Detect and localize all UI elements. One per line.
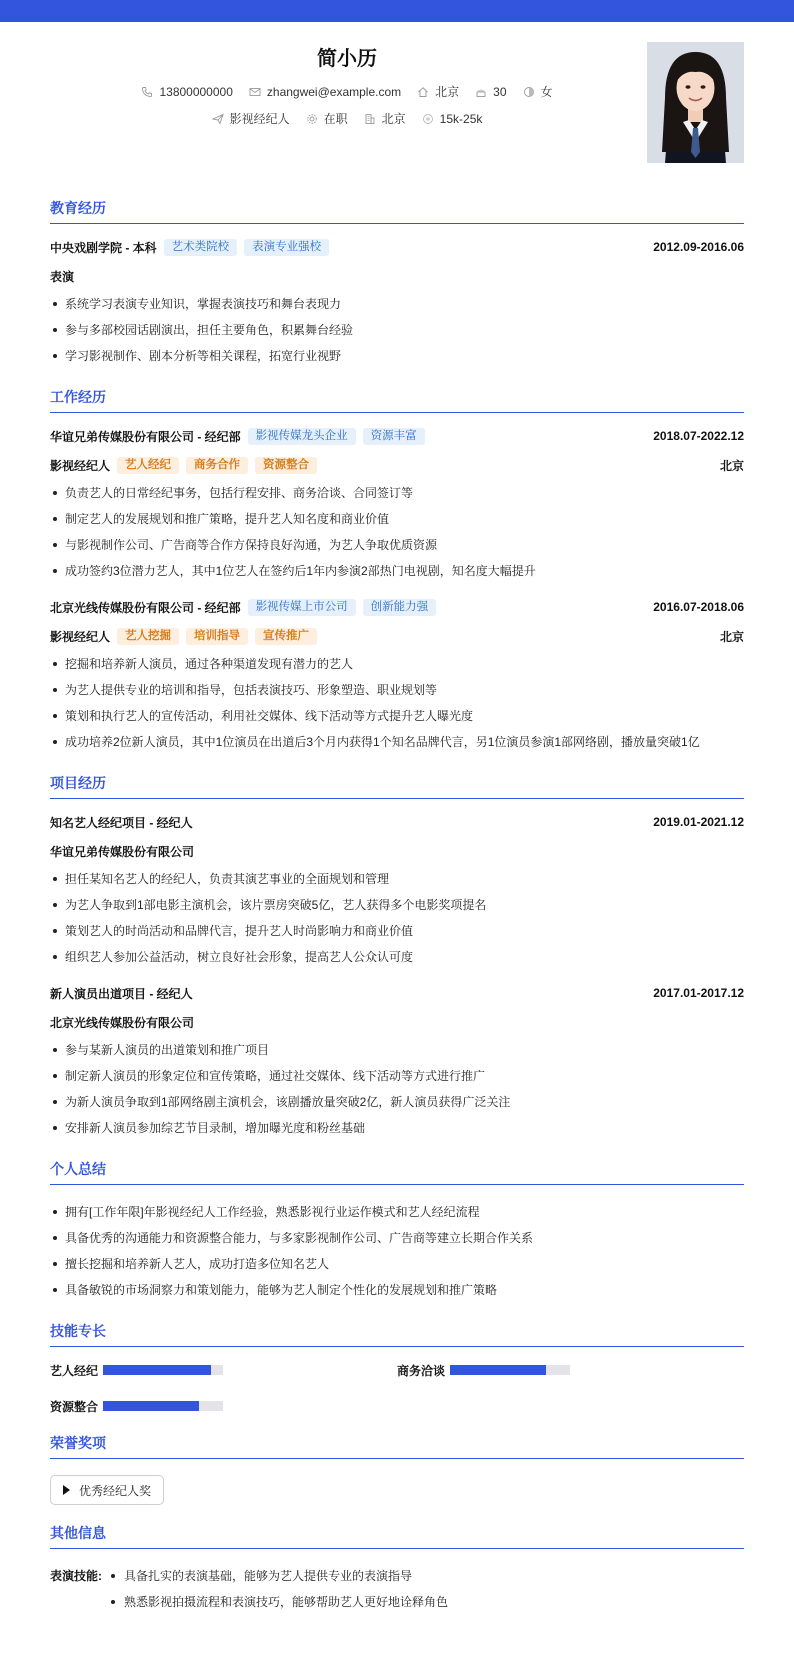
email-info <box>249 85 401 99</box>
candidate-name: 简小历 <box>317 48 377 70</box>
role-group <box>50 628 317 645</box>
role-row <box>50 456 744 474</box>
send-icon <box>212 113 224 125</box>
projects-section-title: 项目经历 <box>50 773 744 799</box>
home-icon <box>417 86 429 98</box>
phone-icon <box>141 86 153 98</box>
project-bullets <box>50 1037 744 1141</box>
project-name: 新人演员出道项目 - 经纪人 <box>50 986 193 1001</box>
list-item: 策划和执行艺人的宣传活动，利用社交媒体、线下活动等方式提升艺人曝光度 <box>50 703 744 729</box>
project-date: 2019.01-2021.12 <box>653 815 744 829</box>
gender-info <box>523 83 553 100</box>
list-item: 学习影视制作、剧本分析等相关课程，拓宽行业视野 <box>50 343 744 369</box>
skill-item <box>397 1361 744 1379</box>
list-item: 参与多部校园话剧演出，担任主要角色，积累舞台经验 <box>50 317 744 343</box>
coin-icon <box>422 113 434 125</box>
award-label: 优秀经纪人奖 <box>79 1483 152 1498</box>
city-info <box>364 110 406 127</box>
job-row <box>50 110 644 127</box>
skill-bar <box>450 1365 570 1375</box>
work-bullets <box>50 651 744 755</box>
list-item: 参与某新人演员的出道策划和推广项目 <box>50 1037 744 1063</box>
education-header-row <box>50 238 744 256</box>
project-name: 知名艺人经纪项目 - 经纪人 <box>50 815 193 830</box>
skills-section-title: 技能专长 <box>50 1321 744 1347</box>
list-item: 熟悉影视拍摄流程和表演技巧，能够帮助艺人更好地诠释角色 <box>103 1589 448 1615</box>
work-entry <box>50 427 744 584</box>
education-bullets <box>50 291 744 369</box>
skills-list <box>50 1361 744 1433</box>
gender-text: 女 <box>540 85 553 99</box>
city-text: 北京 <box>381 112 406 126</box>
honors-section-title: 荣誉奖项 <box>50 1433 744 1459</box>
project-company-row <box>50 1013 744 1031</box>
list-item: 负责艺人的日常经纪事务，包括行程安排、商务洽谈、合同签订等 <box>50 480 744 506</box>
skill-name: 商务洽谈 <box>397 1363 446 1378</box>
phone-text: 13800000000 <box>159 84 233 99</box>
company-name: 北京光线传媒股份有限公司 - 经纪部 <box>50 600 241 615</box>
school-tag: 艺术类院校 <box>164 239 238 256</box>
job-info <box>212 110 290 127</box>
skill-bar <box>103 1401 223 1411</box>
location-info <box>417 83 459 100</box>
company-tag: 影视传媒龙头企业 <box>248 428 356 445</box>
list-item: 具备优秀的沟通能力和资源整合能力，与多家影视制作公司、广告商等建立长期合作关系 <box>50 1225 744 1251</box>
status-text: 在职 <box>323 112 348 126</box>
list-item: 系统学习表演专业知识，掌握表演技巧和舞台表现力 <box>50 291 744 317</box>
job-text: 影视经纪人 <box>229 112 290 126</box>
list-item: 具备扎实的表演基础，能够为艺人提供专业的表演指导 <box>103 1563 448 1589</box>
project-bullets <box>50 866 744 970</box>
list-item: 擅长挖掘和培养新人艺人，成功打造多位知名艺人 <box>50 1251 744 1277</box>
company-tag: 创新能力强 <box>363 599 437 616</box>
resume-page <box>50 22 744 1615</box>
work-date: 2018.07-2022.12 <box>653 429 744 443</box>
education-date: 2012.09-2016.06 <box>653 240 744 254</box>
salary-info <box>422 112 483 126</box>
other-section-title: 其他信息 <box>50 1523 744 1549</box>
company-tag: 影视传媒上市公司 <box>248 599 356 616</box>
role-group <box>50 457 317 474</box>
contact-row <box>50 83 644 100</box>
gear-icon <box>306 113 318 125</box>
work-location: 北京 <box>719 629 744 644</box>
skill-bar-fill <box>103 1365 211 1375</box>
list-item: 策划艺人的时尚活动和品牌代言，提升艺人时尚影响力和商业价值 <box>50 918 744 944</box>
status-info <box>306 110 348 127</box>
other-info <box>50 1563 744 1615</box>
list-item: 与影视制作公司、广告商等合作方保持良好沟通，为艺人争取优质资源 <box>50 532 744 558</box>
age-icon <box>475 86 487 98</box>
list-item: 组织艺人参加公益活动，树立良好社会形象，提高艺人公众认可度 <box>50 944 744 970</box>
school-tag: 表演专业强校 <box>244 239 329 256</box>
list-item: 挖掘和培养新人演员，通过各种渠道发现有潜力的艺人 <box>50 651 744 677</box>
skill-bar-fill <box>103 1401 199 1411</box>
list-item: 具备敏锐的市场洞察力和策划能力，能够为艺人制定个性化的发展规划和推广策略 <box>50 1277 744 1303</box>
work-section-title: 工作经历 <box>50 387 744 413</box>
role-name: 影视经纪人 <box>50 629 111 644</box>
summary-section-title: 个人总结 <box>50 1159 744 1185</box>
work-date: 2016.07-2018.06 <box>653 600 744 614</box>
list-item: 为艺人提供专业的培训和指导，包括表演技巧、形象塑造、职业规划等 <box>50 677 744 703</box>
list-item: 为艺人争取到1部电影主演机会，该片票房突破5亿，艺人获得多个电影奖项提名 <box>50 892 744 918</box>
skill-bar <box>103 1365 223 1375</box>
role-tag: 商务合作 <box>186 457 248 474</box>
major-row <box>50 267 744 285</box>
school-name: 中央戏剧学院 - 本科 <box>50 240 157 255</box>
age-text: 30 <box>493 84 507 99</box>
work-header-row <box>50 427 744 445</box>
summary-bullets <box>50 1199 744 1303</box>
major-name: 表演 <box>50 269 75 284</box>
project-date: 2017.01-2017.12 <box>653 986 744 1000</box>
project-header-row <box>50 813 744 831</box>
list-item: 为新人演员争取到1部网络剧主演机会，该剧播放量突破2亿，新人演员获得广泛关注 <box>50 1089 744 1115</box>
mail-icon <box>249 86 261 98</box>
work-entry <box>50 598 744 755</box>
list-item: 拥有[工作年限]年影视经纪人工作经验，熟悉影视行业运作模式和艺人经纪流程 <box>50 1199 744 1225</box>
company-name: 华谊兄弟传媒股份有限公司 - 经纪部 <box>50 429 241 444</box>
list-item: 成功签约3位潜力艺人，其中1位艺人在签约后1年内参演2部热门电视剧，知名度大幅提升 <box>50 558 744 584</box>
award-badge[interactable] <box>50 1475 164 1505</box>
company-tag: 资源丰富 <box>363 428 425 445</box>
resume-header <box>50 22 744 180</box>
role-tag: 艺人经纪 <box>117 457 179 474</box>
skill-name: 资源整合 <box>50 1399 99 1414</box>
gender-icon <box>523 86 535 98</box>
role-tag: 宣传推广 <box>255 628 317 645</box>
role-row <box>50 627 744 645</box>
project-entry <box>50 984 744 1141</box>
location-text: 北京 <box>435 85 460 99</box>
education-school-group <box>50 239 329 256</box>
other-bullets <box>103 1563 448 1615</box>
email-text: zhangwei@example.com <box>266 84 402 99</box>
other-label: 表演技能: <box>50 1569 102 1583</box>
list-item: 担任某知名艺人的经纪人，负责其演艺事业的全面规划和管理 <box>50 866 744 892</box>
work-company-group <box>50 428 425 445</box>
project-company: 北京光线传媒股份有限公司 <box>50 1015 195 1030</box>
list-item: 制定新人演员的形象定位和宣传策略，通过社交媒体、线下活动等方式进行推广 <box>50 1063 744 1089</box>
education-entry <box>50 238 744 369</box>
profile-photo-image <box>647 42 744 163</box>
project-company-row <box>50 842 744 860</box>
skill-bar-fill <box>450 1365 546 1375</box>
role-tag: 培训指导 <box>186 628 248 645</box>
project-company: 华谊兄弟传媒股份有限公司 <box>50 844 195 859</box>
role-name: 影视经纪人 <box>50 458 111 473</box>
work-company-group <box>50 599 436 616</box>
age-info <box>475 85 506 99</box>
skill-name: 艺人经纪 <box>50 1363 99 1378</box>
building-icon <box>364 113 376 125</box>
project-entry <box>50 813 744 970</box>
list-item: 安排新人演员参加综艺节目录制，增加曝光度和粉丝基础 <box>50 1115 744 1141</box>
project-header-row <box>50 984 744 1002</box>
list-item: 成功培养2位新人演员，其中1位演员在出道后3个月内获得1个知名品牌代言，另1位演员参演1部网络剧，播放量突破1亿 <box>50 729 744 755</box>
skill-item <box>50 1397 397 1415</box>
salary-text: 15k-25k <box>439 111 483 126</box>
work-bullets <box>50 480 744 584</box>
list-item: 制定艺人的发展规划和推广策略，提升艺人知名度和商业价值 <box>50 506 744 532</box>
top-accent-bar <box>0 0 794 22</box>
work-location: 北京 <box>719 458 744 473</box>
profile-photo <box>647 42 744 163</box>
role-tag: 资源整合 <box>255 457 317 474</box>
education-section-title: 教育经历 <box>50 198 744 224</box>
skill-item <box>50 1361 397 1379</box>
role-tag: 艺人挖掘 <box>117 628 179 645</box>
work-header-row <box>50 598 744 616</box>
play-icon <box>63 1485 70 1495</box>
phone-info <box>141 85 232 99</box>
